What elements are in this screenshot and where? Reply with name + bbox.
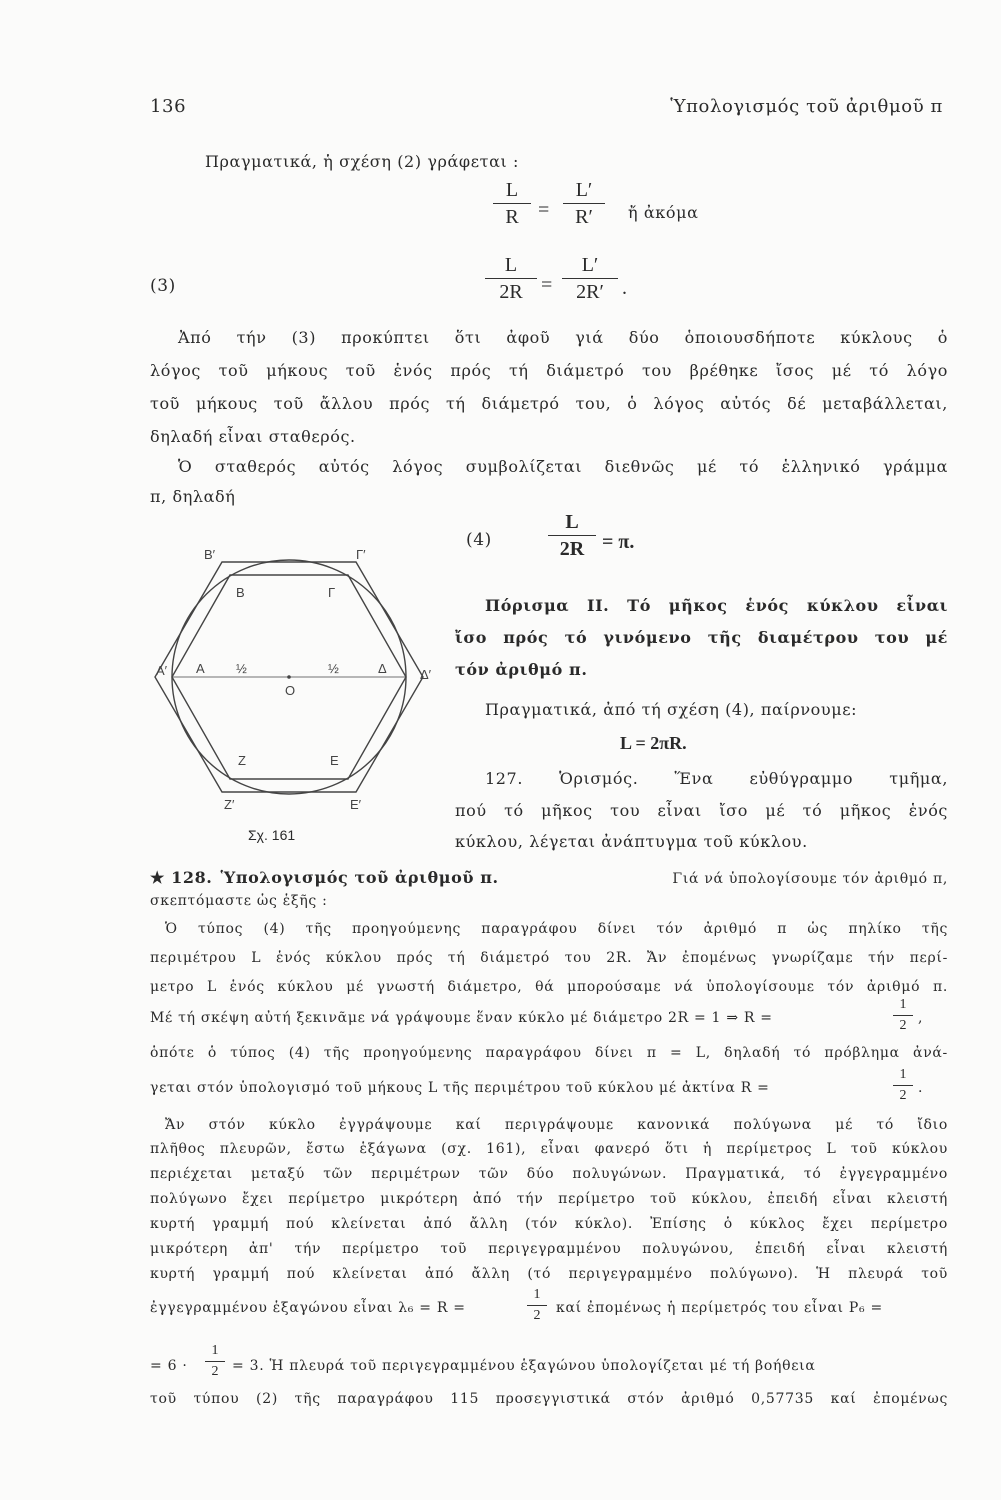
label-B: Β	[236, 585, 245, 600]
page-number: 136	[150, 96, 187, 117]
para1-line: Ἀπό τήν (3) προκύπτει ὅτι ἀφοῦ γιά δύο ὁποιουσδήποτε κύκλους ὁ	[178, 328, 948, 347]
label-E-prime: Ε′	[350, 797, 362, 812]
eq4-rhs: = π.	[602, 531, 635, 553]
sec128-number: ★ 128.	[150, 868, 213, 887]
sec128-heading-rest: Γιά νά ὑπολογίσουμε τόν ἀριθμό π,	[672, 871, 948, 887]
label-D-prime: Δ′	[420, 667, 432, 682]
eq3-label: (3)	[150, 276, 176, 296]
sec128-period: .	[918, 1080, 924, 1096]
para2-line: π, δηλαδή	[150, 487, 236, 506]
sec128-comma: ,	[918, 1010, 924, 1026]
sec128-line: ὁπότε ὁ τύπος (4) τῆς προηγούμενης παραγράφου δίνει π = L, δηλαδή τό πρόβλημα ἀνά-	[150, 1045, 948, 1061]
intro-line: Πραγματικά, ἡ σχέση (2) γράφεται :	[205, 152, 520, 171]
fraction-half: 1 2	[893, 1068, 913, 1103]
sec128-line: σκεπτόμαστε ὡς ἑξῆς :	[150, 893, 328, 909]
center-point	[287, 675, 291, 679]
sec128-line: περιμέτρου L ἑνός κύκλου πρός τή διάμετρό του 2R. Ἄν ἐπομένως γνωρίζαμε τήν περί-	[150, 950, 948, 966]
sec128-line-frac: ἐγγεγραμμένου ἑξαγώνου εἶναι λ₆ = R =	[150, 1300, 466, 1316]
sec128-title: Ὑπολογισμός τοῦ ἀριθμοῦ π.	[220, 868, 499, 887]
para1-line: τοῦ μήκους τοῦ ἄλλου πρός τή διάμετρό του, ὁ λόγος αὐτός δέ μεταβάλλεται,	[150, 394, 948, 413]
eq2-trailing-text: ἤ ἀκόμα	[628, 203, 699, 222]
sec128-line-frac-rest: καί ἐπομένως ἡ περίμετρός του εἶναι P₆ =	[556, 1300, 883, 1316]
porisma-line: τόν ἀριθμό π.	[455, 660, 588, 679]
polygon-para-line: μικρότερη ἀπ' τήν περίμετρο τοῦ περιγεγραμμένου πολυγώνου, ἐπειδή εἶναι κλειστή	[150, 1241, 948, 1257]
label-O: Ο	[285, 683, 296, 698]
label-Z-prime: Ζ′	[224, 797, 235, 812]
label-A-prime: Α′	[156, 663, 168, 678]
porisma-proof: Πραγματικά, ἀπό τή σχέση (4), παίρνουμε:	[485, 700, 858, 719]
eq3-right-fraction: L′ 2R′	[562, 255, 618, 302]
def127-line: 127. Ὁρισμός. Ἕνα εὐθύγραμμο τμῆμα,	[485, 769, 948, 788]
para1-line: λόγος τοῦ μήκους τοῦ ἑνός πρός τή διάμετρό του βρέθηκε ἴσος μέ τό λόγο	[150, 361, 948, 380]
polygon-para-line: κυρτή γραμμή πού κλείνεται ἀπό ἄλλη (τόν κύκλο). Ἐπίσης ὁ κύκλος ἔχει περίμετρο	[150, 1216, 948, 1232]
para2-line: Ὁ σταθερός αὐτός λόγος συμβολίζεται διεθνῶς μέ τό ἑλληνικό γράμμα	[178, 457, 948, 476]
label-B-prime: Β′	[204, 547, 216, 562]
label-E: Ε	[330, 753, 339, 768]
fraction-half: 1 2	[205, 1344, 225, 1379]
sec128-line-frac: = 6 ·	[150, 1358, 188, 1374]
eq4-label: (4)	[466, 530, 492, 550]
para1-line: δηλαδή εἶναι σταθερός.	[150, 427, 356, 446]
porisma-line: Πόρισμα ΙΙ. Τό μῆκος ἑνός κύκλου εἶναι	[485, 596, 948, 615]
sec128-line: μετρο L ἑνός κύκλου μέ γνωστή διάμετρο, θά μπορούσαμε νά ὑπολογίσουμε τόν ἀριθμό π.	[150, 979, 948, 995]
sec128-last-line: τοῦ τύπου (2) τῆς παραγράφου 115 προσεγγιστικά στόν ἀριθμό 0,57735 καί ἐπομένως	[150, 1391, 948, 1407]
polygon-para-line: περιέχεται μεταξύ τῶν περιμέτρων τῶν δύο πολυγώνων. Πραγματικά, τό ἐγγεγραμμένο	[150, 1166, 948, 1182]
eq3-equals: =	[541, 274, 553, 296]
running-title: Ὑπολογισμός τοῦ ἀριθμοῦ π	[670, 96, 943, 117]
sec128-heading	[150, 868, 948, 887]
fraction-half: 1 2	[527, 1288, 547, 1323]
label-G-prime: Γ′	[356, 547, 366, 562]
label-G: Γ	[328, 585, 336, 600]
eq4-fraction: L 2R	[548, 512, 596, 559]
def127-line: πού τό μῆκος του εἶναι ἴσο μέ τό μῆκος ἑνός	[455, 801, 948, 820]
eq3-period: .	[622, 277, 627, 299]
sec128-line-frac-rest: = 3. Ἡ πλευρά τοῦ περιγεγραμμένου ἑξαγώνου ὑπολογίζεται μέ τή βοήθεια	[232, 1358, 816, 1374]
sec128-line-frac: γεται στόν ὑπολογισμό τοῦ μήκους L τῆς περιμέτρου τοῦ κύκλου μέ ἀκτίνα R =	[150, 1080, 770, 1096]
label-half-right: ½	[328, 661, 339, 676]
sec128-line: Ὁ τύπος (4) τῆς προηγούμενης παραγράφου δίνει τόν ἀριθμό π ὡς πηλίκο τῆς	[165, 921, 948, 937]
eq2-right-fraction: L′ R′	[563, 180, 605, 227]
polygon-para-line: πλῆθος πλευρῶν, ἔστω ἑξάγωνα (σχ. 161), εἶναι φανερό ὅτι ἡ περίμετρος L τοῦ κύκλου	[150, 1141, 948, 1157]
polygon-para-line: κυρτή γραμμή πού κλείνεται ἀπό ἄλλη (τό περιγεγραμμένο πολύγωνο). Ἡ πλευρά τοῦ	[150, 1266, 948, 1282]
def127-line: κύκλου, λέγεται ἀνάπτυγμα τοῦ κύκλου.	[455, 832, 808, 851]
porisma-line: ἴσο πρός τό γινόμενο τῆς διαμέτρου του μέ	[455, 628, 948, 647]
eq3-left-fraction: L 2R	[485, 255, 537, 302]
label-A: Α	[196, 661, 205, 676]
eq2-equals: =	[538, 199, 550, 221]
porisma-formula: L = 2πR.	[620, 733, 687, 753]
sec128-line-frac: Μέ τή σκέψη αὐτή ξεκινᾶμε νά γράψουμε ἕναν κύκλο μέ διάμετρο 2R = 1 ⇒ R =	[150, 1010, 773, 1026]
eq2-left-fraction: L R	[493, 180, 531, 227]
label-half-left: ½	[236, 661, 247, 676]
polygon-para-line: πολύγωνο ἔχει περίμετρο μικρότερη ἀπό τήν περίμετρο τοῦ κύκλου, ἐπειδή εἶναι κλειστή	[150, 1191, 948, 1207]
figure-161	[156, 545, 450, 850]
label-D: Δ	[378, 661, 387, 676]
polygon-para-line: Ἄν στόν κύκλο ἐγγράψουμε καί περιγράψουμε κανονικά πολύγωνα μέ τό ἴδιο	[165, 1117, 948, 1133]
label-Z: Ζ	[238, 753, 246, 768]
fraction-half: 1 2	[893, 998, 913, 1033]
figure-caption: Σχ. 161	[248, 827, 296, 843]
